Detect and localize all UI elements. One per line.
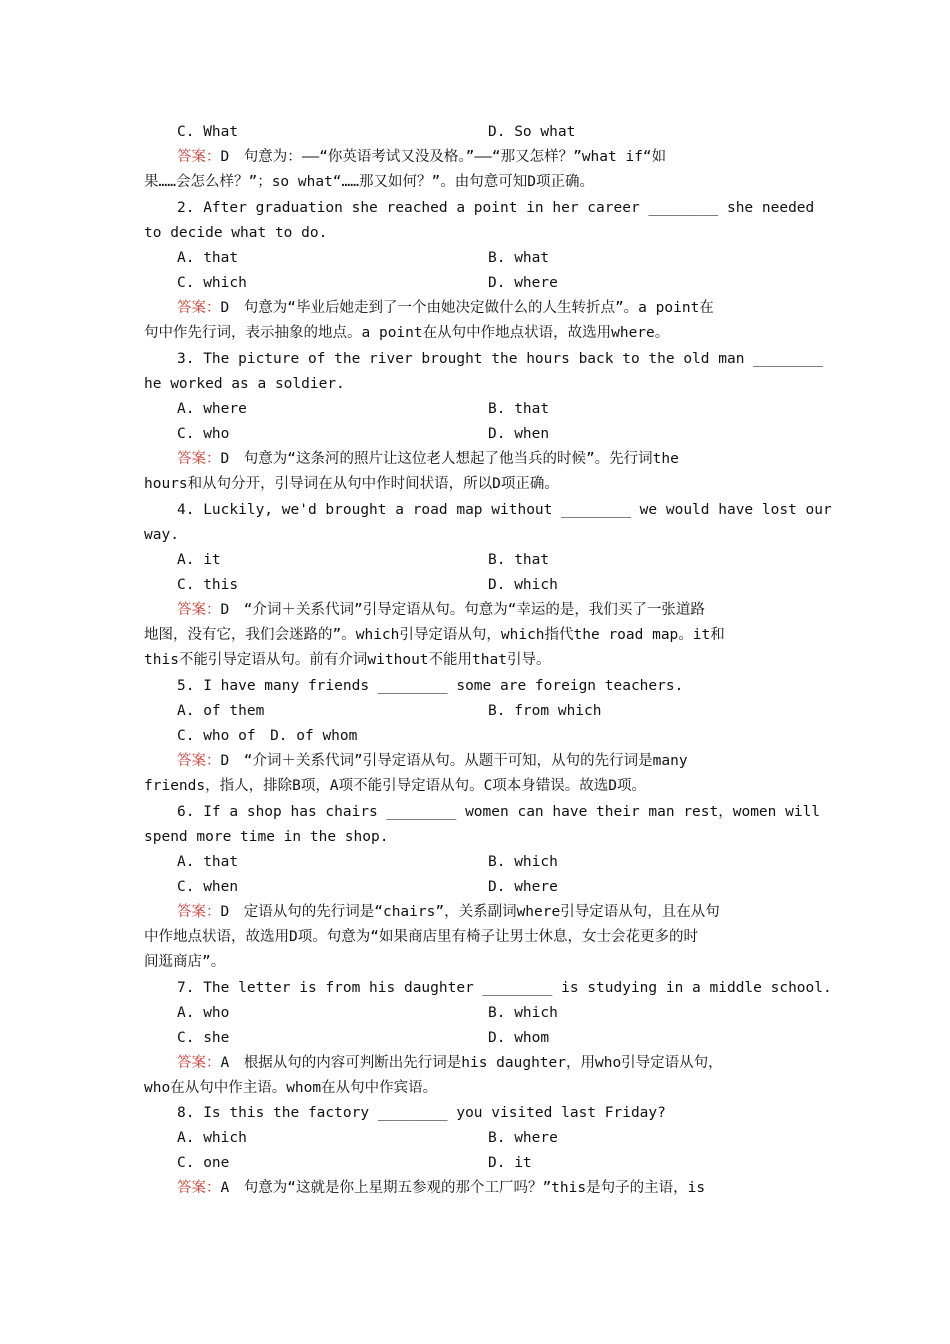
q4-option-a: A. it (177, 552, 221, 568)
q2-stem-line-2: to decide what to do. (144, 225, 328, 241)
q3-option-d: D. when (488, 426, 550, 442)
q6-answer-line-2: 中作地点状语，故选用D项。句意为“如果商店里有椅子让男士休息，女士会花更多的时 (144, 929, 698, 945)
q2-answer-line (177, 296, 808, 321)
q1-option-d: D. So what (488, 124, 576, 140)
q5-options-row-1 (0, 699, 950, 724)
answer-text: A 句意为“这就是你上星期五参观的那个工厂吗？”this是句子的主语，is (220, 1180, 706, 1196)
q8-stem-line-1: 8. Is this the factory ________ you visited last Friday? (177, 1105, 666, 1121)
q7-answer-line (177, 1051, 808, 1076)
q3-answer-line (177, 447, 808, 472)
q6-stem-line-2: spend more time in the shop. (144, 829, 389, 845)
q7-stem-line-1: 7. The letter is from his daughter ________ is studying in a middle school. (177, 980, 832, 996)
answer-text: D 句意为“毕业后她走到了一个由她决定做什么的人生转折点”。a point在 (220, 300, 714, 316)
q6-option-c: C. when (177, 879, 239, 895)
q2-options-row-2 (0, 271, 950, 296)
q7-option-c: C. she (177, 1030, 230, 1046)
q2-options-row-1 (0, 246, 950, 271)
q5-option-c-d: C. who of D. of whom (177, 728, 358, 744)
q7-options-row-1 (0, 1001, 950, 1026)
q8-option-b: B. where (488, 1130, 558, 1146)
q3-stem-line-1: 3. The picture of the river brought the hours back to the old man ________ (177, 351, 824, 367)
q1-options-row (0, 120, 950, 145)
q5-option-b: B. from which (488, 703, 602, 719)
q3-options-row-2 (0, 422, 950, 447)
q3-answer-line-2: hours和从句分开，引导词在从句中作时间状语，所以D项正确。 (144, 476, 559, 492)
q3-option-b: B. that (488, 401, 550, 417)
answer-label: 答案： (177, 451, 221, 467)
q2-option-b: B. what (488, 250, 550, 266)
answer-text: D 句意为“这条河的照片让这位老人想起了他当兵的时候”。先行词the (220, 451, 679, 467)
q6-option-d: D. where (488, 879, 558, 895)
answer-text: D 定语从句的先行词是“chairs”，关系副词where引导定语从句，且在从句 (220, 904, 720, 920)
q2-option-a: A. that (177, 250, 239, 266)
q4-stem-line-1: 4. Luckily, we'd brought a road map without ________ we would have lost our (177, 502, 832, 518)
q3-options-row-1 (0, 397, 950, 422)
q2-answer-line-2: 句中作先行词，表示抽象的地点。a point在从句中作地点状语，故选用where。 (144, 325, 670, 341)
answer-text: D 句意为：——“你英语考试又没及格。”——“那又怎样？”what if“如 (220, 149, 667, 165)
answer-label: 答案： (177, 602, 221, 618)
q8-option-d: D. it (488, 1155, 532, 1171)
q4-options-row-1 (0, 548, 950, 573)
q4-answer-line (177, 598, 808, 623)
q2-stem-line-1: 2. After graduation she reached a point in her career ________ she needed (177, 200, 815, 216)
q7-option-d: D. whom (488, 1030, 550, 1046)
q6-options-row-2 (0, 875, 950, 900)
q5-answer-line (177, 749, 808, 774)
q8-options-row-2 (0, 1151, 950, 1176)
q7-answer-line-2: who在从句中作主语。whom在从句中作宾语。 (144, 1080, 438, 1096)
answer-label: 答案： (177, 753, 221, 769)
q1-option-c: C. What (177, 124, 239, 140)
q3-stem-line-2: he worked as a soldier. (144, 376, 345, 392)
q6-options-row-1 (0, 850, 950, 875)
q2-option-d: D. where (488, 275, 558, 291)
q7-options-row-2 (0, 1026, 950, 1051)
q4-answer-line-2: 地图，没有它，我们会迷路的”。which引导定语从句，which指代the road map。it和 (144, 627, 725, 643)
q2-option-c: C. which (177, 275, 247, 291)
q8-option-a: A. which (177, 1130, 247, 1146)
q8-options-row-1 (0, 1126, 950, 1151)
q5-answer-line-2: friends，指人，排除B项，A项不能引导定语从句。C项本身错误。故选D项。 (144, 778, 647, 794)
q3-option-a: A. where (177, 401, 247, 417)
answer-label: 答案： (177, 1180, 221, 1196)
answer-text: D “介词＋关系代词”引导定语从句。句意为“幸运的是，我们买了一张道路 (220, 602, 705, 618)
q4-stem-line-2: way. (144, 527, 179, 543)
answer-text: A 根据从句的内容可判断出先行词是his daughter，用who引导定语从句， (220, 1055, 723, 1071)
q4-answer-line-3: this不能引导定语从句。前有介词without不能用that引导。 (144, 652, 551, 668)
q6-option-a: A. that (177, 854, 239, 870)
q5-stem-line-1: 5. I have many friends ________ some are foreign teachers. (177, 678, 684, 694)
q7-option-a: A. who (177, 1005, 230, 1021)
q4-option-d: D. which (488, 577, 558, 593)
q5-option-a: A. of them (177, 703, 265, 719)
answer-label: 答案： (177, 904, 221, 920)
q6-answer-line-3: 间逛商店”。 (144, 954, 226, 970)
answer-text: D “介词＋关系代词”引导定语从句。从题干可知，从句的先行词是many (220, 753, 688, 769)
answer-label: 答案： (177, 300, 221, 316)
q4-options-row-2 (0, 573, 950, 598)
q1-answer-line (177, 145, 808, 170)
q6-answer-line (177, 900, 808, 925)
q8-answer-line (177, 1176, 808, 1201)
q6-option-b: B. which (488, 854, 558, 870)
q4-option-b: B. that (488, 552, 550, 568)
q3-option-c: C. who (177, 426, 230, 442)
q7-option-b: B. which (488, 1005, 558, 1021)
q4-option-c: C. this (177, 577, 239, 593)
q8-option-c: C. one (177, 1155, 230, 1171)
q6-stem-line-1: 6. If a shop has chairs ________ women can have their man rest，women will (177, 804, 821, 820)
q5-options-row-2 (0, 724, 950, 749)
answer-label: 答案： (177, 149, 221, 165)
q1-answer-line-2: 果……会怎么样？”；so what“……那又如何？”。由句意可知D项正确。 (144, 174, 594, 190)
answer-label: 答案： (177, 1055, 221, 1071)
